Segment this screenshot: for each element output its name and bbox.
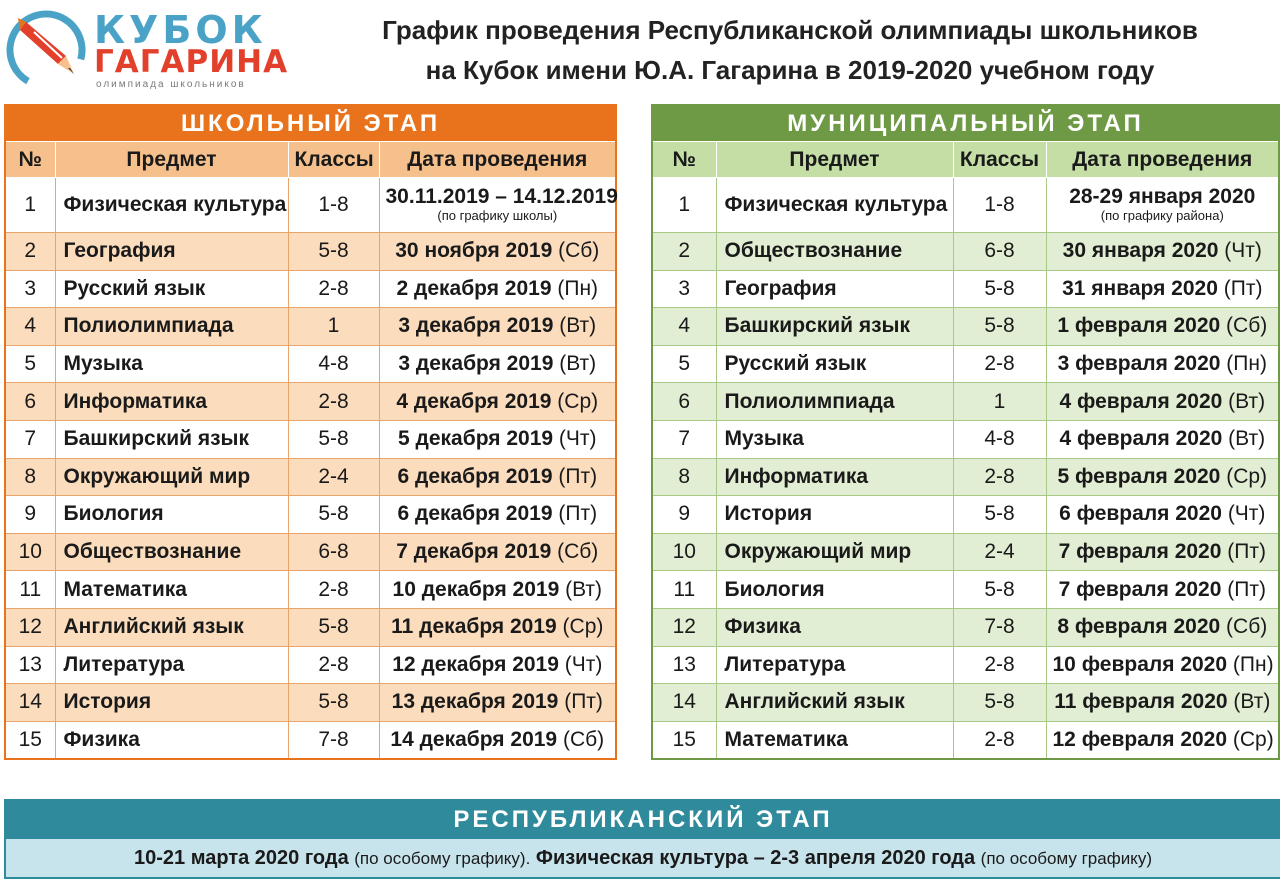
- row-date-value: 13 декабря 2019: [391, 690, 559, 714]
- row-number: 12: [5, 608, 55, 646]
- col-date-header: Дата проведения: [379, 142, 616, 178]
- row-date-value: 7 декабря 2019: [396, 540, 552, 564]
- row-weekday: (Вт): [559, 314, 597, 338]
- table-row: [5, 646, 616, 684]
- table-row: [652, 646, 1279, 684]
- row-date: [1046, 458, 1279, 496]
- row-subject: Литература: [716, 646, 953, 684]
- table-row: [652, 684, 1279, 722]
- row-classes: 7-8: [953, 608, 1046, 646]
- row-number: 1: [652, 178, 716, 233]
- row-date: [1046, 383, 1279, 421]
- row-subject: Обществознание: [55, 533, 288, 571]
- row-subject: Физическая культура: [716, 178, 953, 233]
- row-weekday: (Чт): [564, 652, 603, 676]
- row-date-value: 3 декабря 2019: [398, 314, 554, 338]
- row-weekday: (Ср): [562, 615, 604, 639]
- row-subject: Музыка: [55, 345, 288, 383]
- row-classes: 7-8: [288, 721, 379, 759]
- row-classes: 5-8: [953, 496, 1046, 534]
- row-classes: 2-4: [288, 458, 379, 496]
- row-subject: Английский язык: [55, 608, 288, 646]
- table-row: [5, 233, 616, 271]
- row-classes: 5-8: [288, 608, 379, 646]
- republic-note-2: (по особому графику): [980, 849, 1152, 868]
- col-number-header: №: [5, 142, 55, 178]
- row-classes: 5-8: [953, 571, 1046, 609]
- col-subject-header: Предмет: [55, 142, 288, 178]
- row-classes: 2-8: [288, 571, 379, 609]
- row-number: 8: [652, 458, 716, 496]
- row-date-range: 30.11.2019 – 14.12.2019: [385, 185, 618, 208]
- row-date-value: 4 февраля 2020: [1059, 389, 1223, 413]
- table-row: [5, 178, 616, 233]
- row-classes: 4-8: [288, 345, 379, 383]
- row-date-value: 2 декабря 2019: [396, 276, 552, 300]
- row-weekday: (Пт): [1227, 577, 1266, 601]
- row-number: 7: [652, 420, 716, 458]
- row-date: [1046, 270, 1279, 308]
- municipal-stage-banner: МУНИЦИПАЛЬНЫЙ ЭТАП: [652, 105, 1279, 142]
- school-stage-banner: ШКОЛЬНЫЙ ЭТАП: [5, 105, 616, 142]
- row-date: [1046, 420, 1279, 458]
- row-subject: Физическая культура: [55, 178, 288, 233]
- row-date-note: (по графику района): [1100, 208, 1224, 223]
- municipal-stage-table: [651, 104, 1280, 760]
- republic-note-1: (по особому графику).: [354, 849, 531, 868]
- row-number: 13: [5, 646, 55, 684]
- row-date: [1046, 533, 1279, 571]
- table-row: [5, 458, 616, 496]
- row-subject: Полиолимпиада: [55, 308, 288, 346]
- row-date: [379, 684, 616, 722]
- row-number: 3: [652, 270, 716, 308]
- row-date-value: 12 декабря 2019: [392, 652, 559, 676]
- row-number: 7: [5, 420, 55, 458]
- row-number: 9: [5, 496, 55, 534]
- row-date: [1046, 233, 1279, 271]
- row-subject: История: [55, 684, 288, 722]
- row-weekday: (Чт): [558, 427, 597, 451]
- row-weekday: (Сб): [562, 728, 605, 752]
- republic-phys-culture-date: Физическая культура – 2-3 апреля 2020 года: [535, 847, 976, 869]
- row-classes: 1: [288, 308, 379, 346]
- row-subject: Литература: [55, 646, 288, 684]
- row-date: [379, 646, 616, 684]
- table-row: [5, 721, 616, 759]
- row-weekday: (Пт): [1227, 540, 1266, 564]
- row-number: 1: [5, 178, 55, 233]
- row-subject: Информатика: [55, 383, 288, 421]
- row-weekday: (Сб): [1226, 615, 1268, 639]
- table-row: [652, 533, 1279, 571]
- table-row: [5, 420, 616, 458]
- row-date-value: 11 февраля 2020: [1054, 690, 1228, 714]
- table-row: [652, 270, 1279, 308]
- row-classes: 6-8: [953, 233, 1046, 271]
- rocket-pencil-icon: [4, 6, 88, 90]
- row-date-value: 6 декабря 2019: [397, 464, 553, 488]
- republic-date-main: 10-21 марта 2020 года: [134, 847, 349, 869]
- row-number: 2: [652, 233, 716, 271]
- table-row: [5, 571, 616, 609]
- row-date: [379, 458, 616, 496]
- row-date-value: 1 февраля 2020: [1057, 314, 1221, 338]
- row-date: [379, 383, 616, 421]
- table-row: [652, 178, 1279, 233]
- municipal-header-row: [652, 142, 1279, 178]
- row-date-note: (по графику школы): [437, 208, 558, 223]
- row-classes: 5-8: [288, 684, 379, 722]
- row-number: 14: [5, 684, 55, 722]
- row-subject: Биология: [55, 496, 288, 534]
- row-subject: География: [716, 270, 953, 308]
- row-weekday: (Пн): [1226, 352, 1267, 376]
- table-row: [5, 345, 616, 383]
- row-number: 10: [5, 533, 55, 571]
- kubok-gagarina-logo: [4, 6, 289, 90]
- row-number: 10: [652, 533, 716, 571]
- row-number: 11: [652, 571, 716, 609]
- table-row: [652, 345, 1279, 383]
- row-classes: 5-8: [953, 308, 1046, 346]
- row-classes: 6-8: [288, 533, 379, 571]
- table-row: [5, 684, 616, 722]
- logo-word-kubok: КУБОК: [94, 8, 267, 52]
- row-classes: 2-8: [288, 383, 379, 421]
- row-weekday: (Пт): [1223, 276, 1263, 300]
- row-subject: Башкирский язык: [716, 308, 953, 346]
- school-stage-table: [4, 104, 617, 760]
- row-date-value: 10 февраля 2020: [1052, 652, 1228, 676]
- row-subject: Башкирский язык: [55, 420, 288, 458]
- col-classes-header: Классы: [953, 142, 1046, 178]
- row-classes: 2-8: [288, 646, 379, 684]
- row-weekday: (Вт): [559, 352, 597, 376]
- row-weekday: (Сб): [557, 540, 599, 564]
- row-date: [379, 233, 616, 271]
- page-title: [300, 10, 1280, 90]
- table-row: [652, 608, 1279, 646]
- row-date: [1046, 684, 1279, 722]
- table-row: [5, 496, 616, 534]
- row-classes: 1-8: [953, 178, 1046, 233]
- row-classes: 2-8: [953, 458, 1046, 496]
- row-weekday: (Вт): [1228, 389, 1266, 413]
- row-subject: Информатика: [716, 458, 953, 496]
- row-date: [379, 496, 616, 534]
- row-number: 6: [5, 383, 55, 421]
- row-classes: 2-8: [953, 646, 1046, 684]
- row-weekday: (Ср): [1226, 464, 1268, 488]
- row-weekday: (Вт): [565, 577, 603, 601]
- row-date: [379, 420, 616, 458]
- logo-word-gagarina: ГАГАРИНА: [94, 44, 289, 80]
- row-date-value: 7 февраля 2020: [1058, 540, 1222, 564]
- row-number: 12: [652, 608, 716, 646]
- row-subject: Русский язык: [716, 345, 953, 383]
- row-date-value: 5 декабря 2019: [398, 427, 554, 451]
- row-classes: 4-8: [953, 420, 1046, 458]
- row-number: 5: [5, 345, 55, 383]
- row-date-value: 30 января 2020: [1062, 239, 1219, 263]
- table-row: [652, 496, 1279, 534]
- row-subject: Обществознание: [716, 233, 953, 271]
- row-classes: 5-8: [288, 420, 379, 458]
- row-date: [379, 533, 616, 571]
- table-row: [5, 270, 616, 308]
- row-date-range: 28-29 января 2020: [1069, 185, 1256, 208]
- row-subject: Физика: [716, 608, 953, 646]
- logo-subtitle: олимпиада школьников: [96, 79, 246, 90]
- page-title-line-1: График проведения Республиканской олимпиады школьников: [382, 15, 1198, 45]
- row-weekday: (Пт): [564, 690, 603, 714]
- table-row: [652, 308, 1279, 346]
- row-date: [1046, 496, 1279, 534]
- row-number: 8: [5, 458, 55, 496]
- row-subject: История: [716, 496, 953, 534]
- republic-stage-schedule: [6, 839, 1280, 877]
- row-date: [379, 571, 616, 609]
- row-subject: Физика: [55, 721, 288, 759]
- table-row: [652, 420, 1279, 458]
- row-number: 4: [5, 308, 55, 346]
- row-weekday: (Пт): [558, 464, 598, 488]
- row-date: [379, 270, 616, 308]
- row-date-value: 3 декабря 2019: [398, 352, 554, 376]
- row-weekday: (Пт): [558, 502, 598, 526]
- row-number: 11: [5, 571, 55, 609]
- table-row: [652, 233, 1279, 271]
- col-subject-header: Предмет: [716, 142, 953, 178]
- row-number: 15: [652, 721, 716, 759]
- row-date-value: 31 января 2020: [1062, 276, 1218, 300]
- table-row: [5, 608, 616, 646]
- col-number-header: №: [652, 142, 716, 178]
- row-subject: Русский язык: [55, 270, 288, 308]
- row-classes: 1: [953, 383, 1046, 421]
- row-subject: Окружающий мир: [716, 533, 953, 571]
- row-date: [379, 345, 616, 383]
- row-date-value: 5 февраля 2020: [1057, 464, 1221, 488]
- school-header-row: [5, 142, 616, 178]
- row-date: [1046, 178, 1279, 233]
- row-date: [1046, 571, 1279, 609]
- row-subject: Математика: [55, 571, 288, 609]
- row-classes: 2-8: [288, 270, 379, 308]
- row-subject: Математика: [716, 721, 953, 759]
- row-weekday: (Вт): [1233, 690, 1271, 714]
- page-title-line-2: на Кубок имени Ю.А. Гагарина в 2019-2020 учебном году: [425, 55, 1155, 85]
- row-subject: География: [55, 233, 288, 271]
- row-weekday: (Ср): [557, 389, 599, 413]
- row-number: 6: [652, 383, 716, 421]
- row-weekday: (Вт): [1228, 427, 1266, 451]
- row-number: 2: [5, 233, 55, 271]
- row-date: [1046, 646, 1279, 684]
- row-number: 3: [5, 270, 55, 308]
- col-classes-header: Классы: [288, 142, 379, 178]
- row-weekday: (Чт): [1227, 502, 1266, 526]
- row-date-value: 10 декабря 2019: [392, 577, 560, 601]
- row-weekday: (Сб): [558, 239, 600, 263]
- row-date-value: 30 ноября 2019: [395, 239, 553, 263]
- row-number: 14: [652, 684, 716, 722]
- republic-stage-banner: РЕСПУБЛИКАНСКИЙ ЭТАП: [6, 801, 1280, 839]
- row-classes: 2-8: [953, 345, 1046, 383]
- row-classes: 2-8: [953, 721, 1046, 759]
- row-date: [379, 178, 616, 233]
- row-date-value: 4 декабря 2019: [396, 389, 552, 413]
- row-date-value: 7 февраля 2020: [1058, 577, 1222, 601]
- row-date-value: 8 февраля 2020: [1057, 615, 1221, 639]
- row-number: 4: [652, 308, 716, 346]
- row-date: [1046, 345, 1279, 383]
- table-row: [5, 308, 616, 346]
- row-classes: 5-8: [953, 684, 1046, 722]
- row-number: 13: [652, 646, 716, 684]
- row-date: [379, 721, 616, 759]
- row-number: 9: [652, 496, 716, 534]
- row-subject: Биология: [716, 571, 953, 609]
- row-subject: Окружающий мир: [55, 458, 288, 496]
- row-date-value: 3 февраля 2020: [1057, 352, 1221, 376]
- row-classes: 5-8: [953, 270, 1046, 308]
- row-date: [379, 608, 616, 646]
- row-classes: 5-8: [288, 233, 379, 271]
- table-row: [652, 571, 1279, 609]
- row-date: [1046, 721, 1279, 759]
- row-date-value: 6 февраля 2020: [1059, 502, 1222, 526]
- row-date-value: 6 декабря 2019: [397, 502, 553, 526]
- row-date-value: 4 февраля 2020: [1059, 427, 1223, 451]
- row-subject: Музыка: [716, 420, 953, 458]
- row-weekday: (Ср): [1232, 728, 1274, 752]
- table-row: [652, 383, 1279, 421]
- row-date: [379, 308, 616, 346]
- table-row: [652, 458, 1279, 496]
- row-weekday: (Пн): [557, 276, 599, 300]
- row-subject: Полиолимпиада: [716, 383, 953, 421]
- table-row: [652, 721, 1279, 759]
- row-date: [1046, 608, 1279, 646]
- table-row: [5, 383, 616, 421]
- row-date: [1046, 308, 1279, 346]
- row-classes: 1-8: [288, 178, 379, 233]
- row-subject: Английский язык: [716, 684, 953, 722]
- row-number: 15: [5, 721, 55, 759]
- row-weekday: (Пн): [1232, 652, 1274, 676]
- row-weekday: (Сб): [1226, 314, 1268, 338]
- row-date-value: 11 декабря 2019: [391, 615, 557, 639]
- table-row: [5, 533, 616, 571]
- row-date-value: 14 декабря 2019: [390, 728, 558, 752]
- republic-stage-panel: [4, 799, 1280, 879]
- row-date-value: 12 февраля 2020: [1052, 728, 1228, 752]
- row-number: 5: [652, 345, 716, 383]
- col-date-header: Дата проведения: [1046, 142, 1279, 178]
- row-classes: 2-4: [953, 533, 1046, 571]
- row-weekday: (Чт): [1224, 239, 1262, 263]
- row-classes: 5-8: [288, 496, 379, 534]
